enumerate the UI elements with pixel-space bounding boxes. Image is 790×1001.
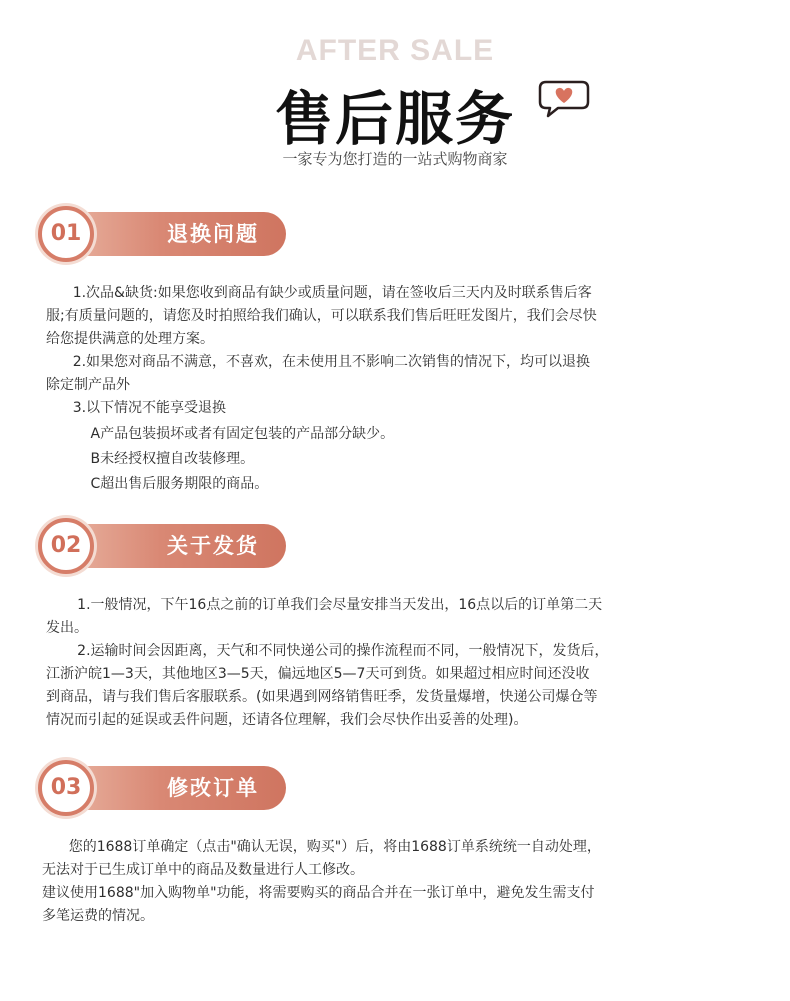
section-badge-02 bbox=[38, 518, 288, 574]
section-badge-01 bbox=[38, 206, 288, 262]
eyebrow-heading: AFTER SALE bbox=[295, 34, 495, 67]
section-title: 退换问题 bbox=[167, 222, 259, 246]
section-badge-03 bbox=[38, 760, 288, 816]
page-title: 售后服务 bbox=[274, 85, 515, 153]
tagline: 一家专为您打造的一站式购物商家 bbox=[282, 150, 508, 168]
section-01-paragraph-2: 2.如果您对商品不满意，不喜欢，在未使用且不影响二次销售的情况下，均可以退换 除定制产品外 bbox=[46, 354, 591, 393]
section-01-item-c: C超出售后服务期限的商品。 bbox=[46, 476, 269, 492]
section-title: 修改订单 bbox=[167, 776, 259, 800]
section-03-paragraph-1: 您的1688订单确定（点击"确认无误，购买"）后，将由1688订单系统统一自动处理， 无法对于已生成订单中的商品及数量进行人工修改。 建议使用1688"加入购物单"功能，将需要购买的商品合并在一张订单中，避免发生需支付 多笔运费的情况。 bbox=[42, 839, 601, 924]
section-title: 关于发货 bbox=[167, 534, 259, 558]
section-01-item-a: A产品包装损坏或者有固定包装的产品部分缺少。 bbox=[46, 426, 395, 442]
section-02-paragraph-2: 2.运输时间会因距离，天气和不同快递公司的操作流程而不同，一般情况下，发货后， 江浙沪皖1—3天，其他地区3—5天，偏远地区5—7天可到货。如果超过相应时间还没收 到商品，请与我们售后客服联系。(如果遇到网络销售旺季，发货量爆增，快递公司爆仓等 情况而引起的延误或丢件问题，还请各位理解，我们会尽快作出妥善的处理)。 bbox=[46, 643, 609, 728]
heart-chat-bubble-icon bbox=[538, 78, 590, 118]
section-01-item-b: B未经授权擅自改装修理。 bbox=[46, 451, 255, 467]
section-number: 01 bbox=[50, 221, 82, 246]
section-01-paragraph-1: 1.次品&缺货:如果您收到商品有缺少或质量问题，请在签收后三天内及时联系售后客 服;有质量问题的，请您及时拍照给我们确认，可以联系我们售后旺旺发图片，我们会尽快 给您提供满意的处理方案。 bbox=[46, 285, 597, 347]
section-01-paragraph-3: 3.以下情况不能享受退换 bbox=[46, 400, 227, 416]
section-number: 02 bbox=[50, 533, 82, 558]
section-02-paragraph-1: 1.一般情况，下午16点之前的订单我们会尽量安排当天发出，16点以后的订单第二天 发出。 bbox=[46, 597, 603, 636]
section-number: 03 bbox=[50, 775, 82, 800]
